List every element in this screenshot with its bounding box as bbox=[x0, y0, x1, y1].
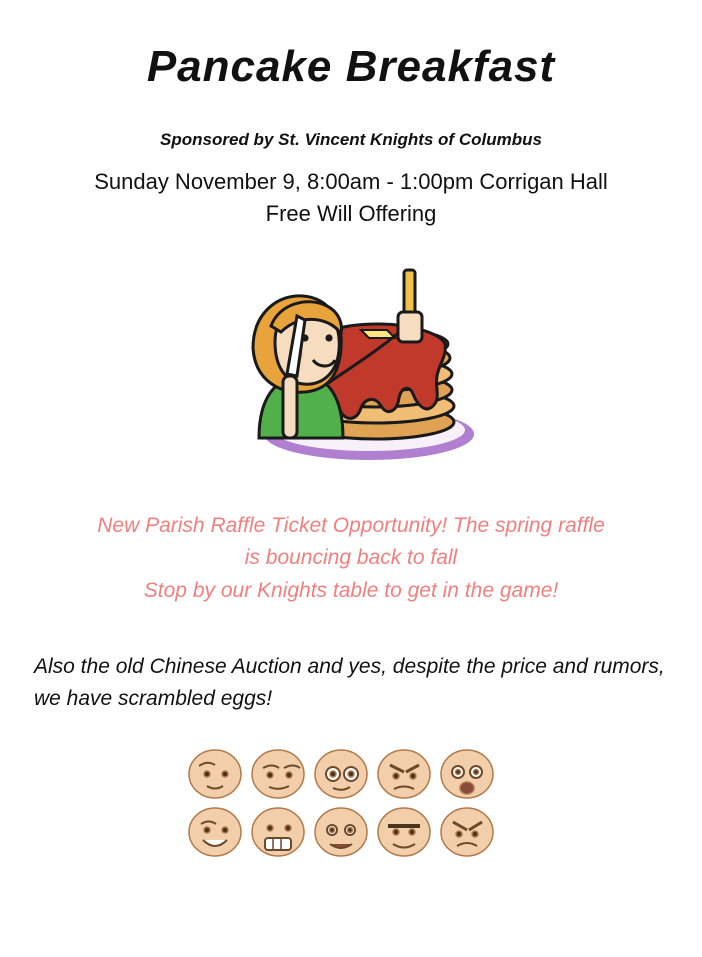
event-datetime-line: Sunday November 9, 8:00am - 1:00pm Corrigan Hall bbox=[94, 169, 608, 194]
raffle-line-2: is bouncing back to fall bbox=[244, 546, 458, 570]
event-details bbox=[0, 166, 702, 230]
event-offering-line: Free Will Offering bbox=[265, 200, 437, 226]
auction-note: Also the old Chinese Auction and yes, despite the price and rumors, we have scrambled eggs! bbox=[34, 655, 665, 710]
egg-faces-wrapper bbox=[0, 744, 702, 864]
raffle-announcement bbox=[0, 510, 702, 608]
raffle-line-3: Stop by our Knights table to get in the game! bbox=[143, 578, 559, 602]
raffle-line-1: New Parish Raffle Ticket Opportunity! The spring raffle bbox=[97, 513, 605, 537]
sponsor-line: Sponsored by St. Vincent Knights of Columbus bbox=[160, 130, 542, 149]
pancake-breakfast-icon bbox=[201, 256, 501, 476]
page-title: Pancake Breakfast bbox=[146, 42, 556, 91]
egg-faces-icon bbox=[181, 744, 521, 864]
pancake-illustration-wrapper bbox=[0, 256, 702, 476]
flyer-page bbox=[0, 42, 702, 957]
